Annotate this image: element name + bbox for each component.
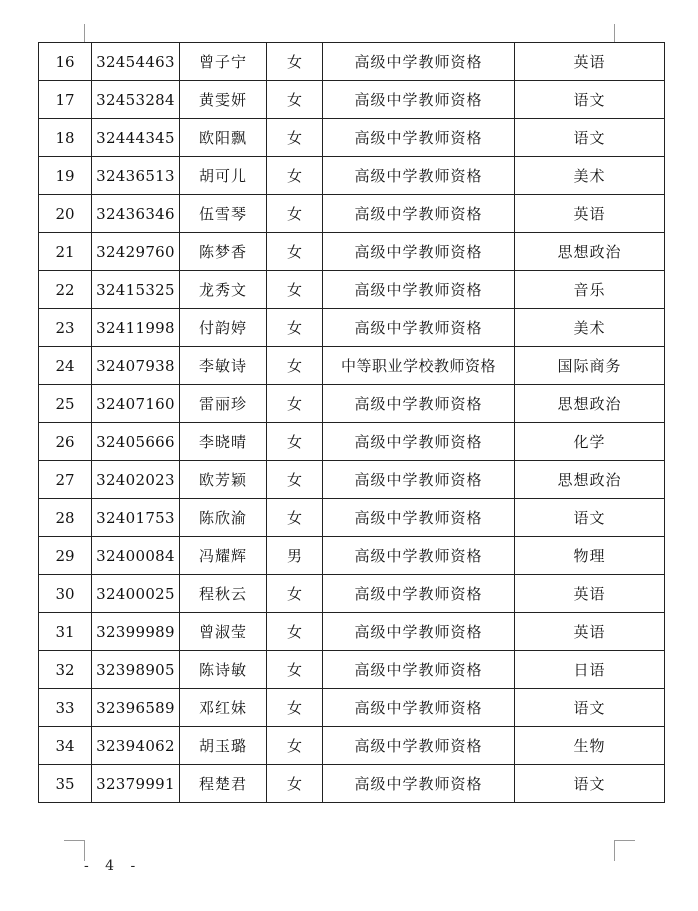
page-number: - 4 - bbox=[84, 858, 142, 874]
candidate-sex-cell: 女 bbox=[267, 727, 323, 765]
subject-cell: 国际商务 bbox=[515, 347, 665, 385]
subject-cell: 语文 bbox=[515, 81, 665, 119]
candidate-number-cell: 32396589 bbox=[92, 689, 180, 727]
table-row bbox=[39, 119, 665, 157]
row-index-cell: 20 bbox=[39, 195, 92, 233]
roster-table-body bbox=[39, 43, 665, 803]
qualification-cell: 高级中学教师资格 bbox=[323, 309, 515, 347]
candidate-sex-cell: 女 bbox=[267, 689, 323, 727]
qualification-cell: 高级中学教师资格 bbox=[323, 575, 515, 613]
candidate-number-cell: 32436513 bbox=[92, 157, 180, 195]
candidate-number-cell: 32400084 bbox=[92, 537, 180, 575]
candidate-number-cell: 32453284 bbox=[92, 81, 180, 119]
table-row bbox=[39, 423, 665, 461]
candidate-name-cell: 曾淑莹 bbox=[180, 613, 267, 651]
row-index-cell: 30 bbox=[39, 575, 92, 613]
table-row bbox=[39, 271, 665, 309]
candidate-number-cell: 32402023 bbox=[92, 461, 180, 499]
candidate-name-cell: 伍雪琴 bbox=[180, 195, 267, 233]
candidate-sex-cell: 女 bbox=[267, 651, 323, 689]
candidate-number-cell: 32394062 bbox=[92, 727, 180, 765]
row-index-cell: 25 bbox=[39, 385, 92, 423]
subject-cell: 语文 bbox=[515, 119, 665, 157]
candidate-name-cell: 胡玉璐 bbox=[180, 727, 267, 765]
table-row bbox=[39, 689, 665, 727]
candidate-number-cell: 32429760 bbox=[92, 233, 180, 271]
candidate-number-cell: 32444345 bbox=[92, 119, 180, 157]
qualification-cell: 高级中学教师资格 bbox=[323, 81, 515, 119]
subject-cell: 物理 bbox=[515, 537, 665, 575]
subject-cell: 日语 bbox=[515, 651, 665, 689]
row-index-cell: 21 bbox=[39, 233, 92, 271]
table-row bbox=[39, 157, 665, 195]
qualification-cell: 高级中学教师资格 bbox=[323, 727, 515, 765]
candidate-sex-cell: 女 bbox=[267, 385, 323, 423]
candidate-sex-cell: 女 bbox=[267, 347, 323, 385]
row-index-cell: 34 bbox=[39, 727, 92, 765]
subject-cell: 语文 bbox=[515, 689, 665, 727]
candidate-name-cell: 付韵婷 bbox=[180, 309, 267, 347]
qualification-cell: 高级中学教师资格 bbox=[323, 537, 515, 575]
row-index-cell: 16 bbox=[39, 43, 92, 81]
candidate-sex-cell: 女 bbox=[267, 195, 323, 233]
candidate-sex-cell: 女 bbox=[267, 233, 323, 271]
table-row bbox=[39, 461, 665, 499]
qualification-cell: 高级中学教师资格 bbox=[323, 43, 515, 81]
candidate-sex-cell: 女 bbox=[267, 499, 323, 537]
candidate-number-cell: 32454463 bbox=[92, 43, 180, 81]
candidate-name-cell: 李敏诗 bbox=[180, 347, 267, 385]
qualification-cell: 高级中学教师资格 bbox=[323, 765, 515, 803]
candidate-sex-cell: 男 bbox=[267, 537, 323, 575]
qualification-cell: 高级中学教师资格 bbox=[323, 461, 515, 499]
subject-cell: 英语 bbox=[515, 613, 665, 651]
candidate-number-cell: 32436346 bbox=[92, 195, 180, 233]
table-row bbox=[39, 309, 665, 347]
subject-cell: 音乐 bbox=[515, 271, 665, 309]
qualification-cell: 高级中学教师资格 bbox=[323, 613, 515, 651]
candidate-sex-cell: 女 bbox=[267, 575, 323, 613]
row-index-cell: 31 bbox=[39, 613, 92, 651]
row-index-cell: 23 bbox=[39, 309, 92, 347]
candidate-name-cell: 欧芳颖 bbox=[180, 461, 267, 499]
candidate-sex-cell: 女 bbox=[267, 157, 323, 195]
subject-cell: 语文 bbox=[515, 499, 665, 537]
qualification-cell: 高级中学教师资格 bbox=[323, 499, 515, 537]
row-index-cell: 35 bbox=[39, 765, 92, 803]
candidate-sex-cell: 女 bbox=[267, 461, 323, 499]
candidate-number-cell: 32411998 bbox=[92, 309, 180, 347]
candidate-number-cell: 32379991 bbox=[92, 765, 180, 803]
qualification-cell: 高级中学教师资格 bbox=[323, 651, 515, 689]
candidate-name-cell: 龙秀文 bbox=[180, 271, 267, 309]
candidate-sex-cell: 女 bbox=[267, 43, 323, 81]
qualification-cell: 中等职业学校教师资格 bbox=[323, 347, 515, 385]
qualification-cell: 高级中学教师资格 bbox=[323, 233, 515, 271]
candidate-name-cell: 冯耀辉 bbox=[180, 537, 267, 575]
candidate-sex-cell: 女 bbox=[267, 765, 323, 803]
candidate-number-cell: 32405666 bbox=[92, 423, 180, 461]
candidate-sex-cell: 女 bbox=[267, 613, 323, 651]
qualification-cell: 高级中学教师资格 bbox=[323, 385, 515, 423]
row-index-cell: 18 bbox=[39, 119, 92, 157]
table-row bbox=[39, 575, 665, 613]
candidate-name-cell: 李晓晴 bbox=[180, 423, 267, 461]
table-row bbox=[39, 43, 665, 81]
candidate-sex-cell: 女 bbox=[267, 271, 323, 309]
candidate-name-cell: 雷丽珍 bbox=[180, 385, 267, 423]
roster-table bbox=[38, 42, 665, 803]
row-index-cell: 26 bbox=[39, 423, 92, 461]
row-index-cell: 24 bbox=[39, 347, 92, 385]
subject-cell: 化学 bbox=[515, 423, 665, 461]
table-row bbox=[39, 499, 665, 537]
row-index-cell: 33 bbox=[39, 689, 92, 727]
candidate-number-cell: 32407938 bbox=[92, 347, 180, 385]
candidate-name-cell: 陈诗敏 bbox=[180, 651, 267, 689]
candidate-name-cell: 欧阳飘 bbox=[180, 119, 267, 157]
candidate-name-cell: 程楚君 bbox=[180, 765, 267, 803]
crop-mark-top-right bbox=[614, 24, 635, 42]
row-index-cell: 17 bbox=[39, 81, 92, 119]
table-row bbox=[39, 233, 665, 271]
qualification-cell: 高级中学教师资格 bbox=[323, 119, 515, 157]
table-row bbox=[39, 765, 665, 803]
qualification-cell: 高级中学教师资格 bbox=[323, 195, 515, 233]
table-row bbox=[39, 81, 665, 119]
candidate-sex-cell: 女 bbox=[267, 423, 323, 461]
subject-cell: 生物 bbox=[515, 727, 665, 765]
qualification-cell: 高级中学教师资格 bbox=[323, 157, 515, 195]
candidate-name-cell: 胡可儿 bbox=[180, 157, 267, 195]
subject-cell: 思想政治 bbox=[515, 461, 665, 499]
table-row bbox=[39, 385, 665, 423]
row-index-cell: 19 bbox=[39, 157, 92, 195]
row-index-cell: 32 bbox=[39, 651, 92, 689]
candidate-name-cell: 程秋云 bbox=[180, 575, 267, 613]
subject-cell: 语文 bbox=[515, 765, 665, 803]
table-row bbox=[39, 651, 665, 689]
qualification-cell: 高级中学教师资格 bbox=[323, 423, 515, 461]
candidate-name-cell: 曾子宁 bbox=[180, 43, 267, 81]
table-row bbox=[39, 537, 665, 575]
candidate-name-cell: 邓红妹 bbox=[180, 689, 267, 727]
candidate-sex-cell: 女 bbox=[267, 81, 323, 119]
crop-mark-bottom-right bbox=[614, 840, 635, 861]
subject-cell: 思想政治 bbox=[515, 233, 665, 271]
subject-cell: 英语 bbox=[515, 575, 665, 613]
candidate-number-cell: 32400025 bbox=[92, 575, 180, 613]
candidate-number-cell: 32415325 bbox=[92, 271, 180, 309]
crop-mark-bottom-left bbox=[64, 840, 85, 861]
subject-cell: 美术 bbox=[515, 157, 665, 195]
candidate-number-cell: 32407160 bbox=[92, 385, 180, 423]
subject-cell: 思想政治 bbox=[515, 385, 665, 423]
row-index-cell: 22 bbox=[39, 271, 92, 309]
row-index-cell: 27 bbox=[39, 461, 92, 499]
subject-cell: 美术 bbox=[515, 309, 665, 347]
candidate-name-cell: 黄雯妍 bbox=[180, 81, 267, 119]
candidate-name-cell: 陈欣渝 bbox=[180, 499, 267, 537]
row-index-cell: 28 bbox=[39, 499, 92, 537]
candidate-number-cell: 32398905 bbox=[92, 651, 180, 689]
crop-mark-top-left bbox=[64, 24, 85, 42]
subject-cell: 英语 bbox=[515, 43, 665, 81]
candidate-number-cell: 32401753 bbox=[92, 499, 180, 537]
table-row bbox=[39, 195, 665, 233]
candidate-number-cell: 32399989 bbox=[92, 613, 180, 651]
table-row bbox=[39, 727, 665, 765]
table-row bbox=[39, 347, 665, 385]
row-index-cell: 29 bbox=[39, 537, 92, 575]
table-row bbox=[39, 613, 665, 651]
candidate-sex-cell: 女 bbox=[267, 309, 323, 347]
qualification-cell: 高级中学教师资格 bbox=[323, 271, 515, 309]
candidate-sex-cell: 女 bbox=[267, 119, 323, 157]
qualification-cell: 高级中学教师资格 bbox=[323, 689, 515, 727]
candidate-name-cell: 陈梦香 bbox=[180, 233, 267, 271]
subject-cell: 英语 bbox=[515, 195, 665, 233]
